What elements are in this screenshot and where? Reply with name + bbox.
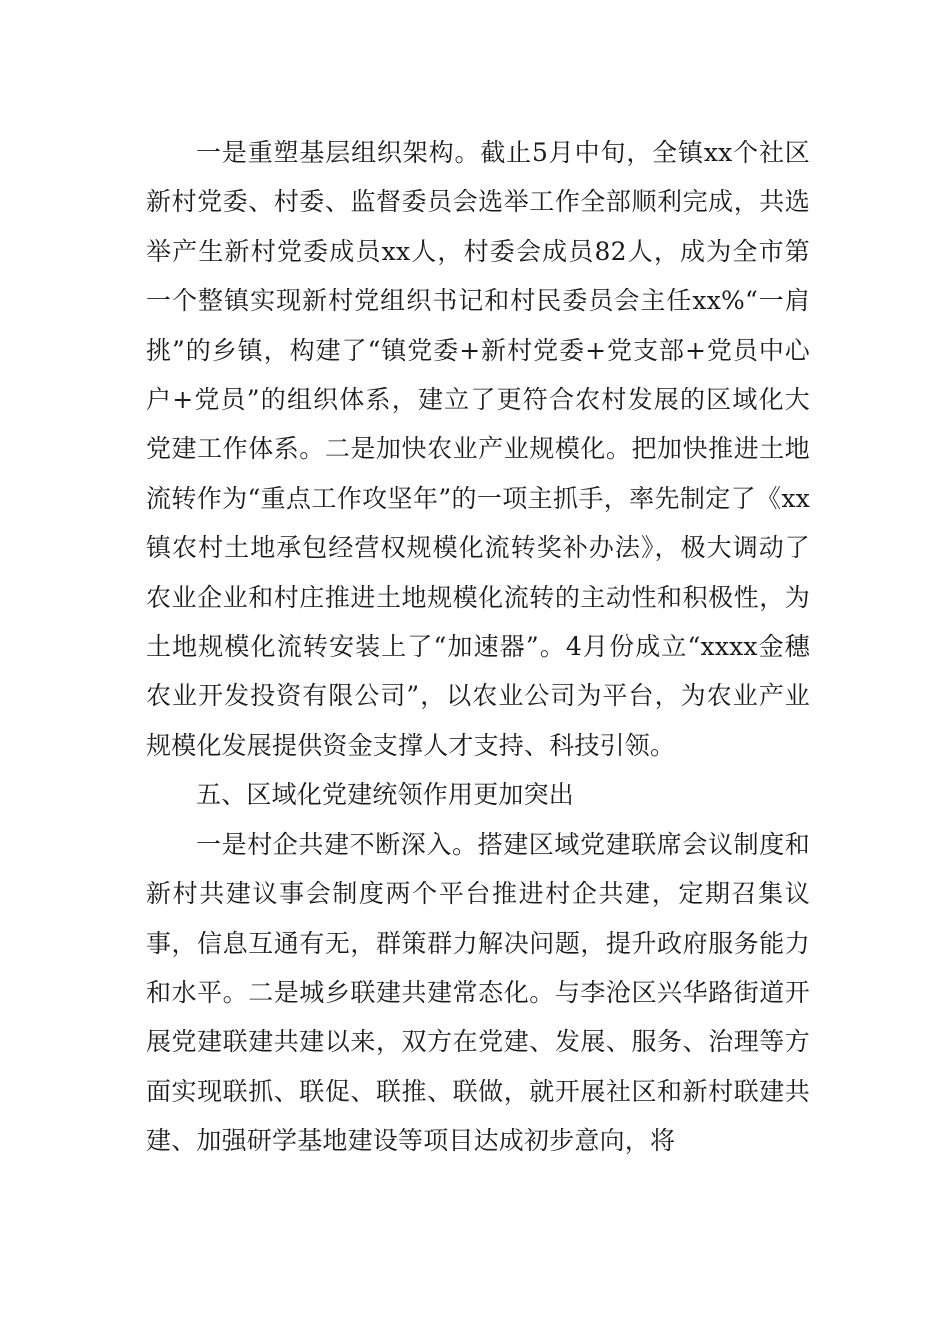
paragraph-village-enterprise: 一是村企共建不断深入。搭建区域党建联席会议制度和新村共建议事会制度两个平台推进村企共建，定期召集议事，信息互通有无，群策群力解决问题，提升政府服务能力和水平。二是城乡联建共建常态化。与李沧区兴华路街道开展党建联建共建以来，双方在党建、发展、服务、治理等方面实现联抓、联促、联推、联做，就开展社区和新村联建共建、加强研学基地建设等项目达成初步意向，将 bbox=[146, 829, 810, 1156]
paragraph-organization-and-agriculture: 一是重塑基层组织架构。截止5月中旬，全镇xx个社区新村党委、村委、监督委员会选举工作全部顺利完成，共选举产生新村党委成员xx人，村委会成员82人，成为全市第一个整镇实现新村党组织书记和村民委员会主任xx%“一肩挑”的乡镇，构建了“镇党委+新村党委+党支部+党员中心户+党员”的组织体系，建立了更符合农村发展的区域化大党建工作体系。二是加快农业产业规模化。把加快推进土地流转作为“重点工作攻坚年”的一项主抓手，率先制定了《xx镇农村土地承包经营权规模化流转奖补办法》，极大调动了农业企业和村庄推进土地规模化流转的主动性和积极性，为土地规模化流转安装上了“加速器”。4月份成立“xxxx金穗农业开发投资有限公司”，以农业公司为平台，为农业产业规模化发展提供资金支撑人才支持、科技引领。 bbox=[146, 138, 810, 760]
body-text-top bbox=[146, 128, 810, 1166]
section-heading: 五、区域化党建统领作用更加突出 bbox=[196, 780, 575, 810]
